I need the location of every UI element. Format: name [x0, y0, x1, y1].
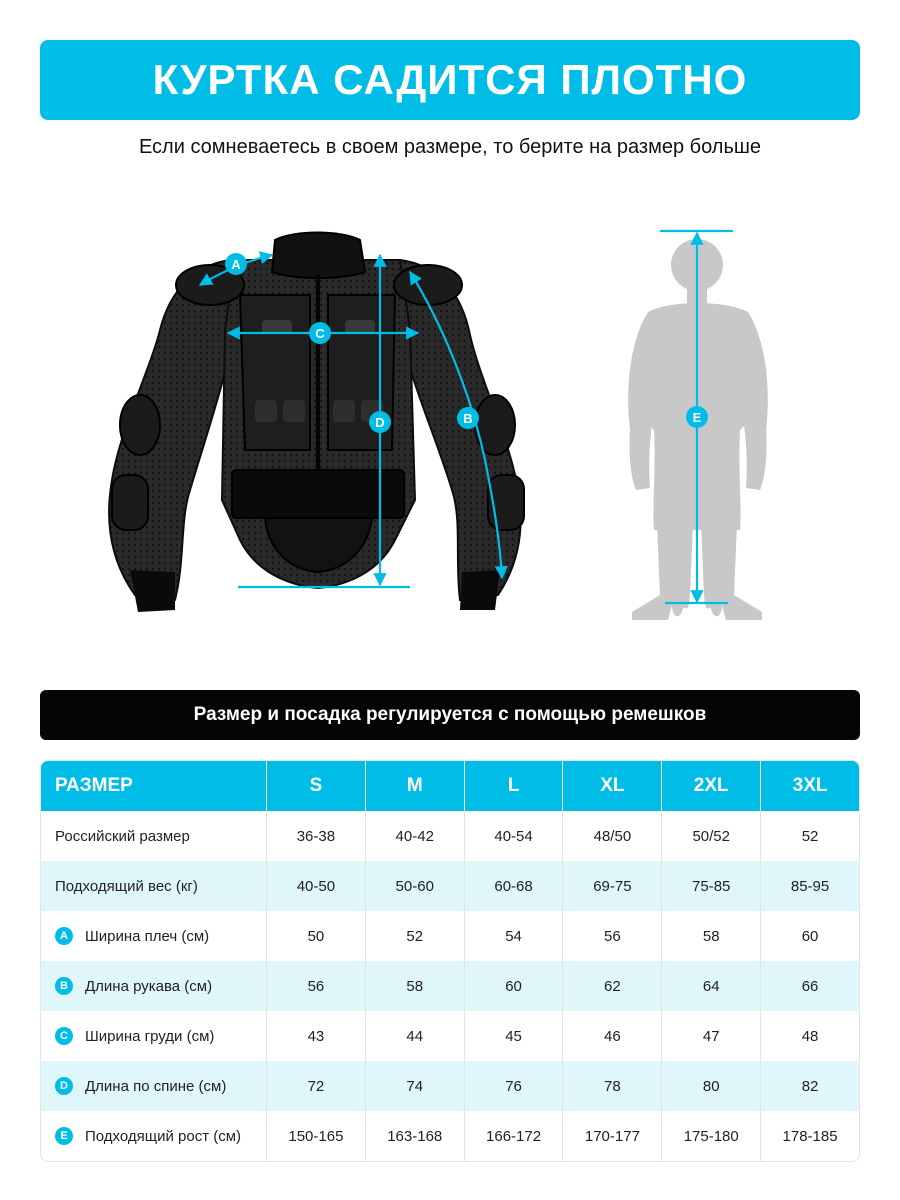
- table-cell: 69-75: [562, 861, 661, 911]
- header-3xl: 3XL: [760, 761, 859, 811]
- svg-text:E: E: [692, 410, 702, 425]
- table-cell: 62: [562, 961, 661, 1011]
- measurement-badge: A: [55, 927, 73, 945]
- table-cell: 78: [562, 1061, 661, 1111]
- row-label-cell: [41, 811, 266, 861]
- table-cell: 170-177: [562, 1111, 661, 1161]
- table-cell: 60: [464, 961, 563, 1011]
- row-label-cell: [41, 1111, 266, 1161]
- table-cell: 64: [661, 961, 760, 1011]
- table-cell: 54: [464, 911, 563, 961]
- table-cell: 40-50: [266, 861, 365, 911]
- row-label: [55, 927, 266, 945]
- table-row: [41, 911, 859, 961]
- table-row: [41, 1111, 859, 1161]
- measurement-badge: D: [55, 1077, 73, 1095]
- header-xl: XL: [562, 761, 661, 811]
- row-label-text: Ширина плеч (см): [85, 927, 210, 945]
- table-cell: 85-95: [760, 861, 859, 911]
- table-cell: 50-60: [365, 861, 464, 911]
- row-label-text: Подходящий рост (см): [85, 1127, 242, 1145]
- row-label-text: Подходящий вес (кг): [55, 877, 198, 895]
- header-size: РАЗМЕР: [41, 761, 266, 811]
- table-row: [41, 861, 859, 911]
- table-cell: 36-38: [266, 811, 365, 861]
- table-cell: 75-85: [661, 861, 760, 911]
- row-label-cell: [41, 1011, 266, 1061]
- row-label-cell: [41, 961, 266, 1011]
- svg-text:C: C: [315, 326, 325, 341]
- table-cell: 60: [760, 911, 859, 961]
- row-label: [55, 1127, 266, 1145]
- table-cell: 72: [266, 1061, 365, 1111]
- table-cell: 58: [661, 911, 760, 961]
- table-cell: 50: [266, 911, 365, 961]
- table-cell: 56: [266, 961, 365, 1011]
- row-label-cell: [41, 911, 266, 961]
- table-cell: 80: [661, 1061, 760, 1111]
- table-cell: 40-54: [464, 811, 563, 861]
- table-cell: 60-68: [464, 861, 563, 911]
- table-cell: 74: [365, 1061, 464, 1111]
- measurement-badge: C: [55, 1027, 73, 1045]
- title-banner: [40, 40, 860, 120]
- table-cell: 175-180: [661, 1111, 760, 1161]
- measurement-illustration: [0, 200, 900, 660]
- table-cell: 178-185: [760, 1111, 859, 1161]
- row-label: [55, 977, 266, 995]
- marker-a: [225, 253, 247, 275]
- row-label-cell: [41, 861, 266, 911]
- page-subtitle: Если сомневаетесь в своем размере, то берите на размер больше: [138, 136, 762, 158]
- table-cell: 166-172: [464, 1111, 563, 1161]
- table-cell: 45: [464, 1011, 563, 1061]
- table-row: [41, 811, 859, 861]
- svg-text:B: B: [463, 411, 473, 426]
- marker-b: [457, 407, 479, 429]
- table-cell: 52: [365, 911, 464, 961]
- marker-c: [309, 322, 331, 344]
- row-label-text: Длина рукава (см): [85, 977, 213, 995]
- strap-note-banner: [40, 690, 860, 740]
- table-cell: 47: [661, 1011, 760, 1061]
- row-label: [55, 1077, 266, 1095]
- row-label: [55, 828, 266, 845]
- table-cell: 50/52: [661, 811, 760, 861]
- table-cell: 82: [760, 1061, 859, 1111]
- row-label: [55, 878, 266, 895]
- table-body: [41, 811, 859, 1161]
- measurement-badge: E: [55, 1127, 73, 1145]
- header-s: S: [266, 761, 365, 811]
- row-label-text: Ширина груди (см): [85, 1027, 215, 1045]
- marker-d: [369, 411, 391, 433]
- table-cell: 44: [365, 1011, 464, 1061]
- size-table: [40, 760, 860, 1162]
- header-m: M: [365, 761, 464, 811]
- svg-text:A: A: [231, 257, 241, 272]
- row-label-text: Российский размер: [55, 827, 190, 845]
- marker-e: [686, 406, 708, 428]
- header-l: L: [464, 761, 563, 811]
- table-cell: 76: [464, 1061, 563, 1111]
- table-cell: 52: [760, 811, 859, 861]
- table-cell: 56: [562, 911, 661, 961]
- row-label-cell: [41, 1061, 266, 1111]
- measurement-badge: B: [55, 977, 73, 995]
- row-label: [55, 1027, 266, 1045]
- table-cell: 48: [760, 1011, 859, 1061]
- table-cell: 150-165: [266, 1111, 365, 1161]
- table-row: [41, 961, 859, 1011]
- strap-note: Размер и посадка регулируется с помощью ремешков: [193, 704, 707, 725]
- table-cell: 58: [365, 961, 464, 1011]
- table-cell: 66: [760, 961, 859, 1011]
- table-row: [41, 1061, 859, 1111]
- header-2xl: 2XL: [661, 761, 760, 811]
- table-cell: 43: [266, 1011, 365, 1061]
- row-label-text: Длина по спине (см): [85, 1077, 227, 1095]
- table-cell: 163-168: [365, 1111, 464, 1161]
- table-cell: 46: [562, 1011, 661, 1061]
- table-cell: 48/50: [562, 811, 661, 861]
- svg-text:D: D: [375, 415, 385, 430]
- table-row: [41, 1011, 859, 1061]
- page-title: КУРТКА САДИТСЯ ПЛОТНО: [152, 56, 748, 103]
- table-cell: 40-42: [365, 811, 464, 861]
- table-header-row: [41, 761, 859, 811]
